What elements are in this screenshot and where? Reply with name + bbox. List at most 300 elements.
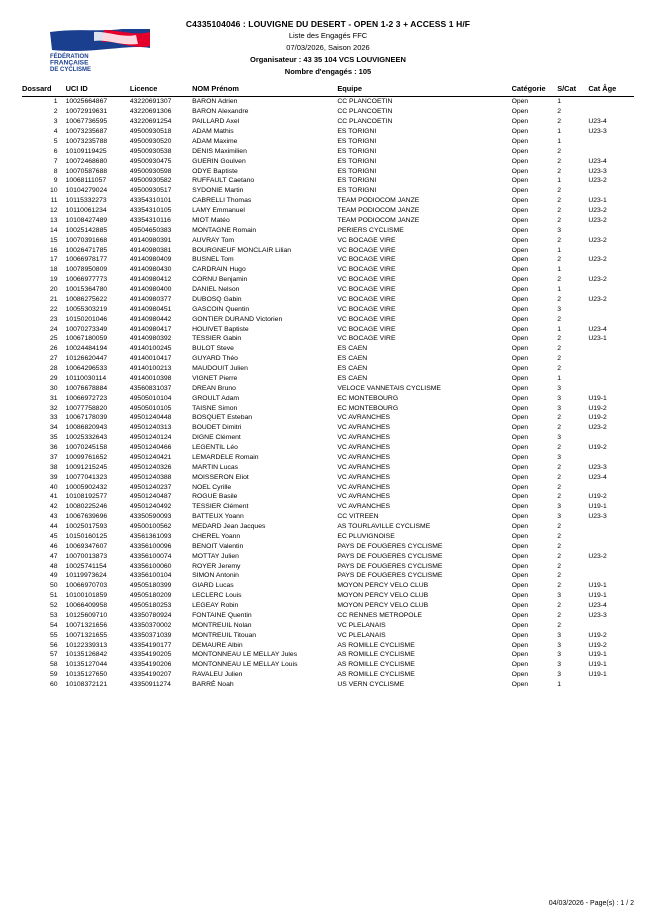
cell-cat-age [588, 571, 634, 581]
cell-dossard: 56 [50, 641, 58, 649]
cell-cat-age: U23-2 [588, 177, 607, 185]
cell-equipe: VC BOCAGE VIRE [337, 315, 396, 323]
cell-scat: 2 [557, 414, 561, 422]
cell-scat: 3 [557, 384, 561, 392]
cell-licence: 49501240466 [129, 444, 172, 452]
table-row [22, 660, 634, 670]
cell-categorie: Open [511, 523, 529, 531]
cell-dossard: 4 [53, 128, 58, 136]
cell-categorie: Open [511, 137, 529, 145]
cell-licence: 49140100245 [129, 345, 172, 353]
cell-dossard: 41 [50, 493, 58, 501]
cell-licence: 49501240421 [129, 453, 172, 461]
cell-equipe: VC AVRANCHES [337, 444, 391, 452]
cell-equipe: VC AVRANCHES [337, 483, 391, 491]
cell-dossard: 16 [50, 246, 58, 254]
table-row [22, 196, 634, 206]
cell-categorie: Open [511, 602, 529, 610]
table-row [22, 462, 634, 472]
cell-equipe: CC RENNES METROPOLE [337, 611, 422, 619]
cell-equipe: VC BOCAGE VIRE [337, 266, 396, 274]
cell-categorie: Open [511, 671, 529, 679]
cell-scat: 2 [557, 582, 561, 590]
cell-licence: 43350590093 [129, 513, 172, 521]
cell-uci-id: 10073235788 [65, 137, 108, 145]
cell-scat: 1 [557, 177, 561, 185]
cell-categorie: Open [511, 503, 529, 511]
cell-uci-id: 10067736595 [65, 118, 108, 126]
cell-nom-prenom: ADAM Mathis [192, 128, 234, 136]
cell-uci-id: 10070273349 [65, 325, 108, 333]
table-row [22, 255, 634, 265]
cell-scat: 3 [557, 434, 561, 442]
cell-licence: 49505010104 [129, 394, 172, 402]
cell-scat: 3 [557, 226, 561, 234]
table-row [22, 245, 634, 255]
cell-dossard: 33 [50, 414, 58, 422]
cell-licence: 43354190205 [129, 651, 172, 659]
cell-equipe: ES TORIGNI [337, 157, 377, 165]
cell-licence: 49140980430 [129, 266, 172, 274]
table-row [22, 354, 634, 364]
cell-categorie: Open [511, 444, 529, 452]
cell-dossard: 18 [50, 266, 58, 274]
cell-uci-id: 10077758820 [65, 404, 108, 412]
cell-nom-prenom: BOUDET Dimitri [192, 424, 242, 432]
cell-cat-age: U19-1 [588, 651, 607, 659]
cell-uci-id: 10135127650 [65, 671, 108, 679]
cell-nom-prenom: CARDRAIN Hugo [192, 266, 246, 274]
cell-categorie: Open [511, 572, 529, 580]
cell-licence: 49140980377 [129, 295, 172, 303]
cell-nom-prenom: ODYE Baptiste [192, 167, 238, 175]
cell-dossard: 15 [50, 236, 58, 244]
cell-uci-id: 10067178039 [65, 414, 108, 422]
cell-categorie: Open [511, 611, 529, 619]
cell-licence: 49500930582 [129, 177, 172, 185]
cell-scat: 2 [557, 365, 561, 373]
cell-cat-age [588, 107, 634, 117]
cell-categorie: Open [511, 118, 529, 126]
cell-nom-prenom: DEMAURE Albin [192, 641, 243, 649]
cell-equipe: VC PLELANAIS [337, 621, 386, 629]
cell-scat: 1 [557, 246, 561, 254]
table-row [22, 561, 634, 571]
table-row [22, 482, 634, 492]
cell-uci-id: 10025142885 [65, 226, 108, 234]
cell-uci-id: 10015364780 [65, 286, 108, 294]
cell-equipe: VC BOCAGE VIRE [337, 246, 396, 254]
cell-licence: 43354190207 [129, 671, 172, 679]
cell-uci-id: 10126620447 [65, 355, 108, 363]
cell-cat-age [588, 225, 634, 235]
cell-uci-id: 10026471785 [65, 246, 108, 254]
cell-nom-prenom: BENOIT Valentin [192, 542, 244, 550]
cell-equipe: VC AVRANCHES [337, 463, 391, 471]
cell-scat: 1 [557, 98, 561, 106]
cell-nom-prenom: LECLERC Louis [192, 592, 242, 600]
cell-cat-age: U19-2 [588, 414, 607, 422]
cell-scat: 1 [557, 374, 561, 382]
cell-nom-prenom: MONTAGNE Romain [192, 226, 257, 234]
table-row [22, 166, 634, 176]
cell-scat: 2 [557, 315, 561, 323]
cell-equipe: PAYS DE FOUGERES CYCLISME [337, 562, 443, 570]
cell-cat-age [588, 453, 634, 463]
cell-categorie: Open [511, 424, 529, 432]
cell-licence: 49505180399 [129, 582, 172, 590]
cell-categorie: Open [511, 157, 529, 165]
table-row [22, 413, 634, 423]
cell-categorie: Open [511, 463, 529, 471]
cell-scat: 2 [557, 207, 561, 215]
table-row [22, 225, 634, 235]
table-row [22, 640, 634, 650]
cell-uci-id: 10005902432 [65, 483, 108, 491]
cell-nom-prenom: MOISSERON Eliot [192, 473, 249, 481]
cell-equipe: VC AVRANCHES [337, 453, 391, 461]
cell-categorie: Open [511, 493, 529, 501]
cell-categorie: Open [511, 651, 529, 659]
cell-categorie: Open [511, 256, 529, 264]
cell-categorie: Open [511, 167, 529, 175]
cell-categorie: Open [511, 108, 529, 116]
cell-dossard: 34 [50, 424, 58, 432]
cell-nom-prenom: LEMARDELE Romain [192, 453, 259, 461]
cell-scat: 2 [557, 335, 561, 343]
cell-licence: 49140010417 [129, 355, 172, 363]
cell-licence: 43356100074 [129, 552, 172, 560]
cell-nom-prenom: PAILLARD Axel [192, 118, 240, 126]
table-row [22, 97, 634, 107]
cell-cat-age: U19-2 [588, 631, 607, 639]
page-title: C4335104046 : LOUVIGNE DU DESERT - OPEN 1-2 3 + ACCESS 1 H/F [185, 19, 471, 29]
cell-dossard: 58 [50, 661, 58, 669]
cell-uci-id: 10135126842 [65, 651, 108, 659]
cell-scat: 2 [557, 463, 561, 471]
cell-licence: 49505180209 [129, 592, 172, 600]
cell-nom-prenom: BARON Adrien [192, 98, 238, 106]
cell-dossard: 28 [50, 365, 58, 373]
cell-dossard: 21 [50, 295, 58, 303]
cell-cat-age: U19-2 [588, 493, 607, 501]
cell-scat: 2 [557, 295, 561, 303]
cell-cat-age [588, 344, 634, 354]
cell-uci-id: 10067180059 [65, 335, 108, 343]
cell-cat-age [588, 532, 634, 542]
cell-licence: 49501240124 [129, 434, 172, 442]
cell-uci-id: 10066409958 [65, 602, 108, 610]
cell-nom-prenom: SYDONIE Martin [192, 187, 244, 195]
table-row [22, 541, 634, 551]
cell-uci-id: 10071321656 [65, 621, 108, 629]
cell-categorie: Open [511, 394, 529, 402]
cell-uci-id: 10135127044 [65, 661, 108, 669]
cell-dossard: 6 [53, 147, 58, 155]
cell-categorie: Open [511, 473, 529, 481]
cell-uci-id: 10099761652 [65, 453, 108, 461]
cell-scat: 1 [557, 128, 561, 136]
cell-dossard: 22 [50, 305, 58, 313]
cell-dossard: 29 [50, 374, 58, 382]
cell-categorie: Open [511, 177, 529, 185]
cell-scat: 2 [557, 345, 561, 353]
table-row [22, 532, 634, 542]
cell-dossard: 14 [50, 226, 58, 234]
cell-cat-age: U23-2 [588, 552, 607, 560]
cell-cat-age [588, 186, 634, 196]
cell-equipe: VC AVRANCHES [337, 493, 391, 501]
cell-categorie: Open [511, 542, 529, 550]
cell-equipe: VC AVRANCHES [337, 503, 391, 511]
cell-dossard: 42 [50, 503, 58, 511]
cell-licence: 43354310105 [129, 207, 172, 215]
table-row [22, 453, 634, 463]
cell-categorie: Open [511, 128, 529, 136]
cell-nom-prenom: CABRELLI Thomas [192, 197, 252, 205]
cell-categorie: Open [511, 207, 529, 215]
cell-scat: 1 [557, 266, 561, 274]
cell-dossard: 9 [53, 177, 58, 185]
cell-cat-age: U23-4 [588, 118, 607, 126]
column-header-equipe: Equipe [337, 84, 511, 97]
table-row [22, 512, 634, 522]
cell-scat: 2 [557, 187, 561, 195]
cell-cat-age [588, 304, 634, 314]
table-row [22, 324, 634, 334]
cell-uci-id: 10108427489 [65, 216, 108, 224]
table-row [22, 620, 634, 630]
cell-nom-prenom: LEGENTIL Léo [192, 444, 238, 452]
cell-categorie: Open [511, 335, 529, 343]
cell-nom-prenom: LEGEAY Robin [192, 602, 239, 610]
cell-categorie: Open [511, 414, 529, 422]
cell-cat-age: U23-2 [588, 207, 607, 215]
cell-nom-prenom: MONTREUIL Nolan [192, 621, 252, 629]
cell-uci-id: 10068111057 [65, 177, 107, 185]
table-row [22, 364, 634, 374]
cell-dossard: 60 [50, 681, 58, 689]
cell-scat: 2 [557, 562, 561, 570]
table-row [22, 591, 634, 601]
table-row [22, 611, 634, 621]
cell-equipe: EC MONTEBOURG [337, 404, 399, 412]
cell-categorie: Open [511, 345, 529, 353]
cell-equipe: ES TORIGNI [337, 147, 377, 155]
cell-equipe: EC MONTEBOURG [337, 394, 399, 402]
cell-licence: 43356100096 [129, 542, 172, 550]
cell-equipe: AS TOURLAVILLE CYCLISME [337, 523, 431, 531]
cell-equipe: VC BOCAGE VIRE [337, 276, 396, 284]
cell-scat: 2 [557, 108, 561, 116]
cell-uci-id: 10077041323 [65, 473, 108, 481]
cell-nom-prenom: CORNU Benjamin [192, 276, 248, 284]
cell-uci-id: 10104279024 [65, 187, 108, 195]
cell-licence: 49501240313 [129, 424, 172, 432]
cell-licence: 49505180253 [129, 602, 172, 610]
cell-uci-id: 10115332273 [65, 197, 107, 205]
cell-licence: 49140980412 [129, 276, 172, 284]
table-row [22, 216, 634, 226]
cell-scat: 2 [557, 483, 561, 491]
cell-scat: 2 [557, 621, 561, 629]
cell-uci-id: 10070587688 [65, 167, 108, 175]
cell-scat: 1 [557, 286, 561, 294]
cell-uci-id: 10055303219 [65, 305, 108, 313]
cell-scat: 2 [557, 473, 561, 481]
cell-scat: 3 [557, 513, 561, 521]
cell-equipe: VELOCE VANNETAIS CYCLISME [337, 384, 441, 392]
cell-cat-age: U23-2 [588, 236, 607, 244]
cell-dossard: 8 [53, 167, 58, 175]
table-row [22, 443, 634, 453]
table-row [22, 502, 634, 512]
cell-dossard: 39 [50, 473, 58, 481]
cell-scat: 2 [557, 424, 561, 432]
cell-licence: 43356100104 [129, 572, 172, 580]
cell-licence: 49500930475 [129, 157, 172, 165]
cell-scat: 2 [557, 542, 561, 550]
cell-equipe: ES TORIGNI [337, 177, 377, 185]
cell-equipe: AS ROMILLE CYCLISME [337, 651, 415, 659]
cell-dossard: 37 [50, 453, 58, 461]
table-row [22, 670, 634, 680]
cell-equipe: VC BOCAGE VIRE [337, 256, 396, 264]
cell-equipe: ES TORIGNI [337, 128, 377, 136]
cell-uci-id: 10086275622 [65, 295, 108, 303]
cell-licence: 43354190206 [129, 661, 172, 669]
cell-categorie: Open [511, 197, 529, 205]
cell-cat-age: U23-4 [588, 157, 607, 165]
cell-cat-age: U23-2 [588, 216, 607, 224]
svg-text:FÉDÉRATION: FÉDÉRATION [50, 54, 89, 60]
cell-categorie: Open [511, 513, 529, 521]
cell-nom-prenom: GIARD Lucas [192, 582, 234, 590]
cell-scat: 2 [557, 552, 561, 560]
cell-licence: 43220691307 [129, 98, 172, 106]
cell-dossard: 36 [50, 444, 58, 452]
cell-equipe: PAYS DE FOUGERES CYCLISME [337, 572, 443, 580]
column-header-licence: Licence [130, 84, 192, 97]
cell-uci-id: 10067639696 [65, 513, 108, 521]
cell-uci-id: 10025741154 [65, 562, 107, 570]
cell-equipe: TEAM PODIOCOM JANZE [337, 216, 420, 224]
cell-nom-prenom: DANIEL Nelson [192, 286, 240, 294]
cell-dossard: 31 [50, 394, 58, 402]
cell-scat: 3 [557, 641, 561, 649]
cell-uci-id: 10150160125 [65, 532, 108, 540]
cell-nom-prenom: BARRÉ Noah [192, 681, 234, 689]
cell-cat-age [588, 522, 634, 532]
cell-cat-age: U23-2 [588, 256, 607, 264]
cell-uci-id: 10070245158 [65, 444, 108, 452]
cell-licence: 49140010398 [129, 374, 172, 382]
cell-categorie: Open [511, 641, 529, 649]
cell-licence: 49140980409 [129, 256, 172, 264]
cell-licence: 49140980392 [129, 335, 172, 343]
cell-dossard: 47 [50, 552, 58, 560]
cell-licence: 43354310101 [129, 197, 172, 205]
cell-uci-id: 10091215245 [65, 463, 108, 471]
table-row [22, 383, 634, 393]
cell-dossard: 54 [50, 621, 58, 629]
cell-nom-prenom: GONTIER DURAND Victorien [192, 315, 283, 323]
riders-table [22, 84, 634, 690]
cell-licence: 49501240326 [129, 463, 172, 471]
cell-uci-id: 10108372121 [65, 681, 108, 689]
cell-scat: 2 [557, 444, 561, 452]
cell-equipe: VC BOCAGE VIRE [337, 236, 396, 244]
cell-licence: 49501240237 [129, 483, 172, 491]
cell-categorie: Open [511, 434, 529, 442]
table-row [22, 433, 634, 443]
cell-nom-prenom: FONTAINE Quentin [192, 611, 252, 619]
cell-cat-age: U19-1 [588, 592, 607, 600]
cell-cat-age: U23-2 [588, 276, 607, 284]
cell-cat-age: U23-1 [588, 197, 607, 205]
cell-scat: 3 [557, 305, 561, 313]
cell-uci-id: 10078950809 [65, 266, 108, 274]
cell-categorie: Open [511, 582, 529, 590]
cell-cat-age [588, 146, 634, 156]
column-header-cat-age: Cat Âge [588, 84, 634, 97]
cell-licence: 49500930517 [129, 187, 172, 195]
table-row [22, 146, 634, 156]
cell-dossard: 49 [50, 572, 58, 580]
cell-scat: 2 [557, 236, 561, 244]
cell-cat-age [588, 354, 634, 364]
cell-equipe: VC BOCAGE VIRE [337, 295, 396, 303]
table-row [22, 304, 634, 314]
cell-nom-prenom: TAISNE Simon [192, 404, 238, 412]
cell-cat-age: U19-1 [588, 582, 607, 590]
cell-categorie: Open [511, 325, 529, 333]
cell-equipe: CC PLANCOETIN [337, 98, 393, 106]
table-row [22, 630, 634, 640]
document-date: 07/03/2026, Saison 2026 [286, 43, 370, 52]
cell-cat-age [588, 285, 634, 295]
table-row [22, 581, 634, 591]
cell-licence: 43354310116 [129, 216, 171, 224]
cell-licence: 49501240492 [129, 503, 172, 511]
cell-nom-prenom: BOURGNEUF MONCLAIR Lilian [192, 246, 292, 254]
table-row [22, 285, 634, 295]
cell-nom-prenom: CHEREL Yoann [192, 532, 241, 540]
cell-equipe: ES CAEN [337, 345, 368, 353]
cell-scat: 3 [557, 661, 561, 669]
cell-dossard: 5 [53, 137, 58, 145]
cell-scat: 3 [557, 404, 561, 412]
organiser-line: Organisateur : 43 35 104 VCS LOUVIGNEEN [250, 55, 406, 64]
cell-licence: 49501240487 [129, 493, 172, 501]
cell-categorie: Open [511, 266, 529, 274]
cell-dossard: 59 [50, 671, 58, 679]
cell-categorie: Open [511, 98, 529, 106]
table-row [22, 571, 634, 581]
cell-nom-prenom: GUERIN Goulven [192, 157, 246, 165]
column-header-uci-id: UCI ID [66, 84, 130, 97]
cell-cat-age: U23-4 [588, 473, 607, 481]
table-row [22, 650, 634, 660]
cell-nom-prenom: MONTONNEAU LE MELLAY Louis [192, 661, 298, 669]
cell-cat-age: U23-3 [588, 463, 607, 471]
cell-scat: 3 [557, 453, 561, 461]
cell-cat-age: U23-3 [588, 128, 607, 136]
cell-equipe: CC PLANCOETIN [337, 118, 393, 126]
cell-licence: 49505010105 [129, 404, 172, 412]
cell-categorie: Open [511, 681, 529, 689]
table-row [22, 334, 634, 344]
